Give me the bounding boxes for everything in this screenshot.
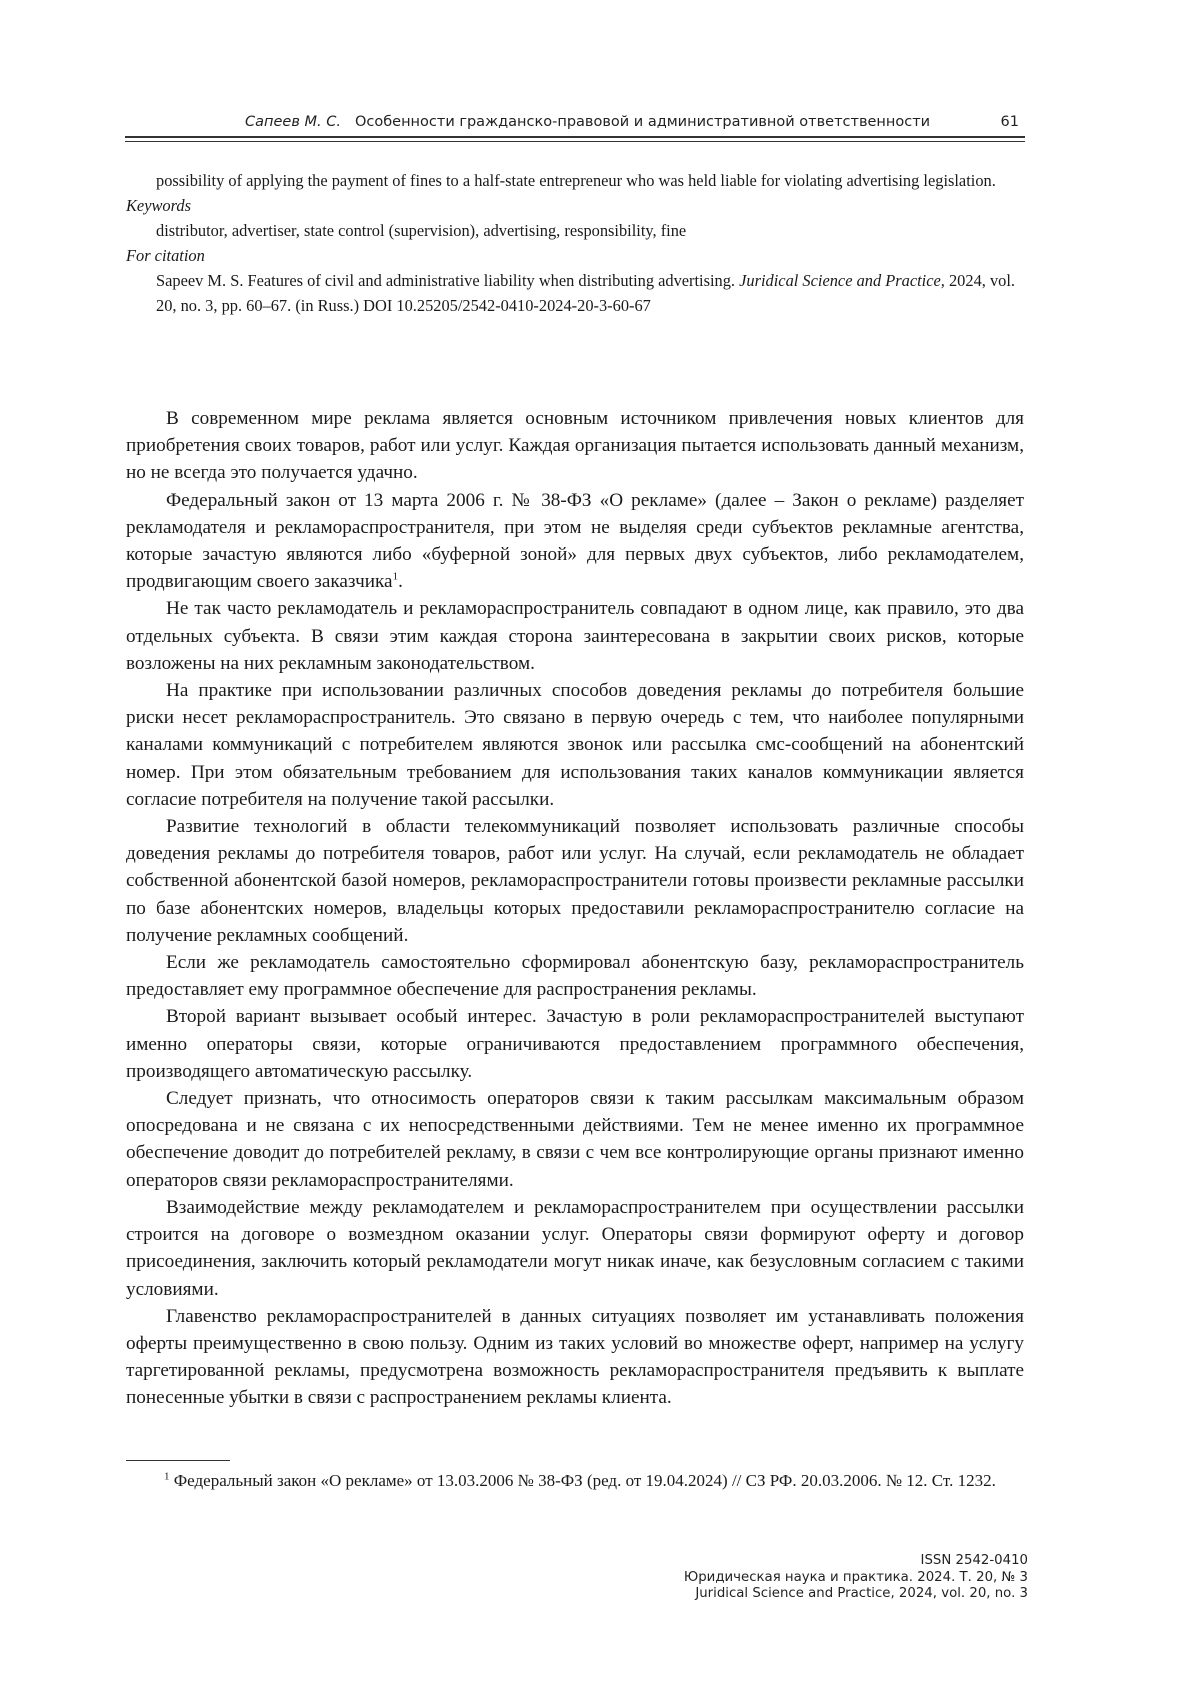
body-paragraph: На практике при использовании различных способов доведения рекламы до потребителя большие риски несет рекламораспространитель. Это связано в первую очередь с тем, что наиболее популярными каналами коммуникаций с потребителем являются звонок или рассылка смс-сообщений на абонентский номер. При этом обязательным требованием для использования таких каналов коммуникации является согласие потребителя на получение такой рассылки. <box>126 680 1024 810</box>
page-footer <box>684 1553 1028 1603</box>
body-paragraph: Взаимодействие между рекламодателем и рекламораспространителем при осуществлении рассылки строится на договоре о возмездном оказании услуг. Операторы связи формируют оферту и договор присоединения, заключить который рекламодатели могут никак иначе, как безусловным согласием с такими условиями. <box>126 1196 1024 1300</box>
page-number: 61 <box>1000 114 1019 130</box>
footer-issn: ISSN 2542-0410 <box>920 1553 1028 1568</box>
running-article-title: Особенности гражданско-правовой и административной ответственности <box>354 114 931 130</box>
running-title <box>245 114 930 130</box>
body-paragraph: Следует признать, что относимость операторов связи к таким рассылкам максимальным образом опосредована и не связана с их непосредственными действиями. Тем не менее именно их программное обеспечение доводит до потребителей рекламу, в связи с чем все контролирующие органы признают именно операторов связи рекламораспространителями. <box>126 1088 1024 1191</box>
footnote <box>126 1467 1024 1494</box>
header-rule-thick <box>125 136 1025 138</box>
citation-authors-title: Sapeev M. S. Features of civil and administrative liability when distributing advertising. <box>156 271 736 290</box>
footer-journal-en: Juridical Science and Practice, 2024, vol. 20, no. 3 <box>695 1586 1028 1601</box>
header-rule-thin <box>125 141 1025 142</box>
body-paragraph: Второй вариант вызывает особый интерес. Зачастую в роли рекламораспространителей выступают именно операторы связи, которые ограничиваются предоставлением программного обеспечения, производящего автоматическую рассылку. <box>126 1006 1024 1082</box>
footnote-number: 1 <box>164 1470 170 1483</box>
body-paragraph-end: . <box>398 571 403 593</box>
running-author: Сапеев М. С. <box>245 114 341 130</box>
footer-journal-ru: Юридическая наука и практика. 2024. Т. 20, № 3 <box>683 1569 1028 1585</box>
footnote-separator <box>126 1460 230 1461</box>
body-paragraph: Не так часто рекламодатель и рекламораспространитель совпадают в одном лице, как правило, это два отдельных субъекта. В связи этим каждая сторона заинтересована в закрытии своих рисков, которые возложены на них рекламным законодательством. <box>126 598 1024 674</box>
body-paragraph: В современном мире реклама является основным источником привлечения новых клиентов для приобретения своих товаров, работ или услуг. Каждая организация пытается использовать данный механизм, но не всегда это получается удачно. <box>126 408 1024 484</box>
keywords-list: distributor, advertiser, state control (supervision), advertising, responsibility, fine <box>156 221 687 240</box>
citation-text <box>126 268 1026 318</box>
citation-journal: Juridical Science and Practice, <box>739 271 945 290</box>
abstract-metadata <box>126 168 1026 318</box>
body-paragraph <box>126 487 1024 596</box>
footnote-reference[interactable]: 1 <box>392 570 399 583</box>
footnote-text-block <box>126 1467 1024 1494</box>
citation-label: For citation <box>126 246 205 265</box>
keywords-label: Keywords <box>126 196 191 215</box>
article-body <box>126 405 1024 1412</box>
body-paragraph: Развитие технологий в области телекоммуникаций позволяет использовать различные способы доведения рекламы до потребителя товаров, работ или услуг. На случай, если рекламодатель не обладает собственной абонентской базой номеров, рекламораспространители готовы произвести рекламные рассылки по базе абонентских номеров, владельцы которых предоставили рекламораспространителю согласие на получение рекламных сообщений. <box>126 816 1024 946</box>
footnote-text: Федеральный закон «О рекламе» от 13.03.2006 № 38-ФЗ (ред. от 19.04.2024) // СЗ РФ. 20.03.2006. № 12. Ст. 1232. <box>173 1471 996 1490</box>
body-paragraph: Если же рекламодатель самостоятельно сформировал абонентскую базу, рекламораспространитель предоставляет ему программное обеспечение для распространения рекламы. <box>126 952 1024 1001</box>
running-header <box>125 114 1025 138</box>
body-paragraph-text: Федеральный закон от 13 марта 2006 г. № 38-ФЗ «О рекламе» (далее – Закон о рекламе) разделяет рекламодателя и рекламораспространителя, при этом не выделяя среди субъектов рекламные агентства, которые зачастую являются либо «буферной зоной» для первых двух субъектов, либо рекламодателем, продвигающим своего заказчика <box>126 489 1024 593</box>
body-paragraph: Главенство рекламораспространителей в данных ситуациях позволяет им устанавливать положения оферты преимущественно в свою пользу. Одним из таких условий во множестве оферт, например на услугу таргетированной рекламы, предусмотрена возможность рекламораспространителя предъявить к выплате понесенные убытки в связи с распространением рекламы клиента. <box>126 1305 1024 1409</box>
abstract-continuation: possibility of applying the payment of fines to a half-state entrepreneur who was held liable for violating advertising legislation. <box>156 171 996 190</box>
citation-details: 2024, vol. 20, no. 3, pp. 60–67. (in Russ.) DOI 10.25205/2542-0410-2024-20-3-60-67 <box>156 271 1016 315</box>
